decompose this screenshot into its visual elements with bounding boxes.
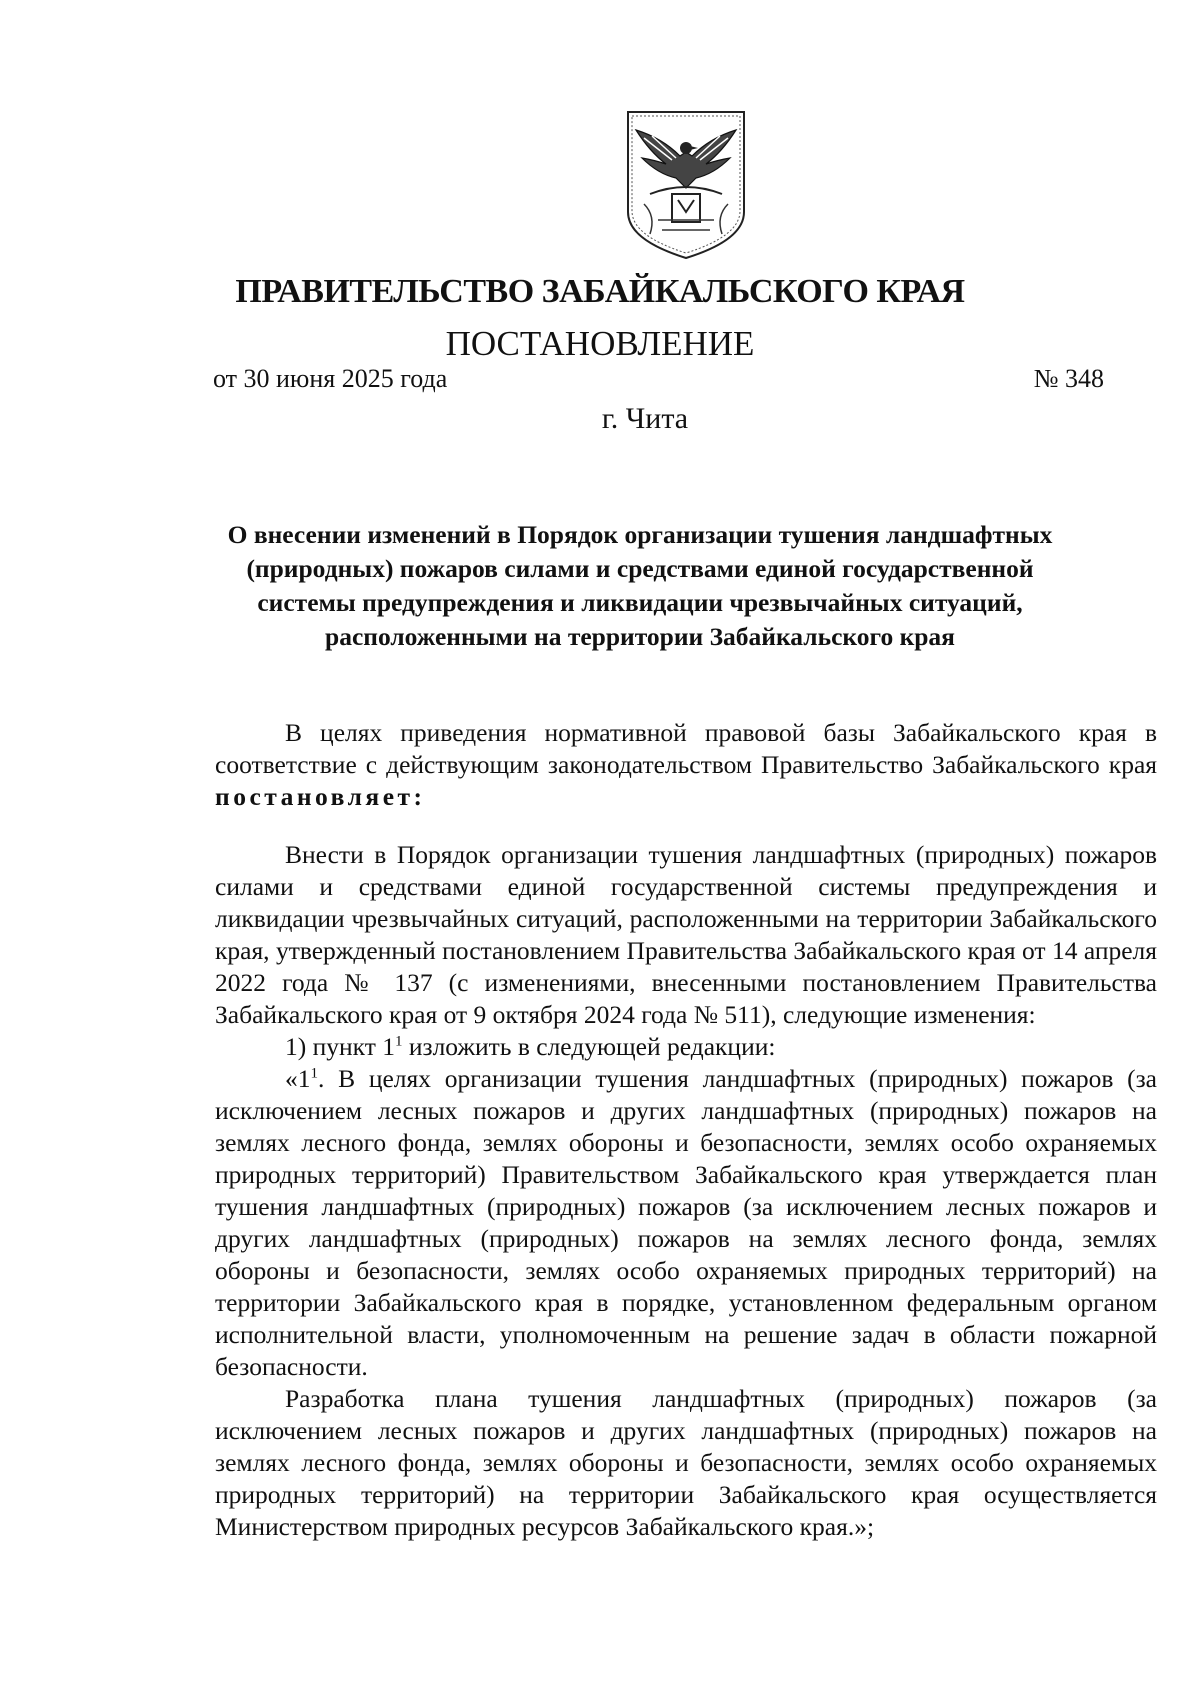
title-line: О внесении изменений в Порядок организации тушения ландшафтных (227, 520, 1053, 549)
document-body (215, 717, 1157, 1543)
item-superscript: 1 (394, 1033, 403, 1050)
document-type: ПОСТАНОВЛЕНИЕ (445, 324, 755, 363)
body-paragraph-item-1 (215, 1031, 1157, 1063)
title-line: (природных) пожаров силами и средствами единой государственной (246, 554, 1034, 583)
title-line: расположенными на территории Забайкальского края (325, 622, 955, 651)
body-paragraph-new-wording (215, 1063, 1157, 1383)
coat-of-arms-icon (622, 108, 750, 260)
item-text-start: 1) пункт 1 (285, 1032, 395, 1061)
preamble-emphasis: постановляет: (215, 782, 426, 811)
title-line: системы предупреждения и ликвидации чрезвычайных ситуаций, (257, 588, 1023, 617)
organization-name: ПРАВИТЕЛЬСТВО ЗАБАЙКАЛЬСКОГО КРАЯ (235, 273, 965, 310)
quote-text-end: . В целях организации тушения ландшафтных (природных) пожаров (за исключением лесных пожаров и других ландшафтных (природных) пожаров на землях лесного фонда, землях обороны и безопасности, землях особо охраняемых природных территорий) Правительством Забайкальского края утверждается план тушения ландшафтных (природных) пожаров (за исключением лесных пожаров и других ландшафтных (природных) пожаров на землях лесного фонда, землях обороны и безопасности, землях особо охраняемых природных территорий) на территории Забайкальского края в порядке, установленном федеральным органом исполнительной власти, уполномоченным на решение задач в области пожарной безопасности. (215, 1064, 1157, 1381)
item-text-end: изложить в следующей редакции: (402, 1032, 776, 1061)
body-paragraph-plan-development: Разработка плана тушения ландшафтных (природных) пожаров (за исключением лесных пожаров и других ландшафтных (природных) пожаров на землях лесного фонда, землях обороны и безопасности, землях особо охраняемых природных территорий) на территории Забайкальского края осуществляется Министерством природных ресурсов Забайкальского края.»; (215, 1384, 1157, 1541)
document-number: № 348 (1033, 364, 1104, 393)
quote-superscript: 1 (310, 1065, 318, 1082)
document-title (150, 518, 1130, 654)
preamble-text: В целях приведения нормативной правовой базы Забайкальского края в соответствие с действующим законодательством Правительство Забайкальского края (215, 718, 1157, 779)
quote-text-start: «1 (285, 1064, 311, 1093)
preamble-paragraph (215, 717, 1157, 813)
body-paragraph-amendments: Внести в Порядок организации тушения ландшафтных (природных) пожаров силами и средствами единой государственной системы предупреждения и ликвидации чрезвычайных ситуаций, расположенными на территории Забайкальского края, утвержденный постановлением Правительства Забайкальского края от 14 апреля 2022 года № 137 (с изменениями, внесенными постановлением Правительства Забайкальского края от 9 октября 2024 года № 511), следующие изменения: (215, 840, 1157, 1029)
document-date: от 30 июня 2025 года (213, 364, 448, 393)
document-city: г. Чита (601, 402, 689, 435)
